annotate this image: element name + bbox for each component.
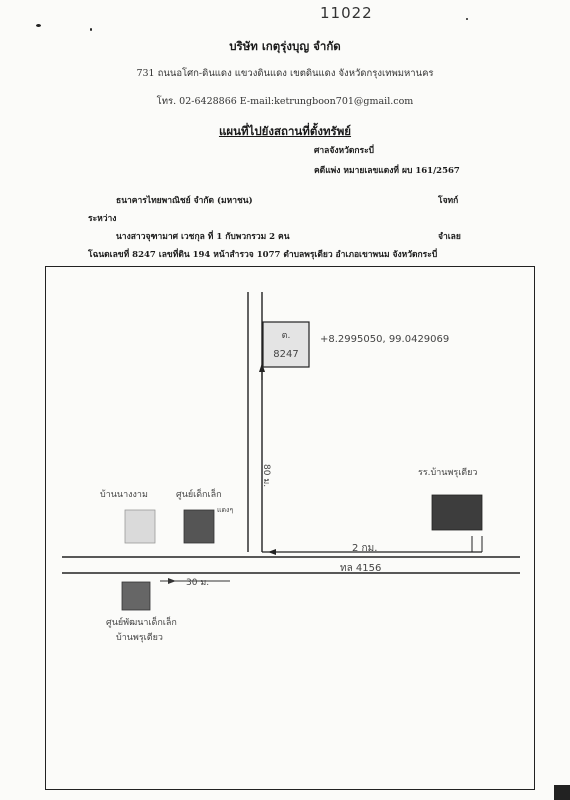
landmark-left-1-label: บ้านนางงาม bbox=[100, 490, 148, 500]
between-label: ระหว่าง bbox=[88, 214, 117, 224]
landmark-building-dark bbox=[184, 510, 214, 543]
secondary-road-label: 2 กม. bbox=[352, 543, 378, 554]
highway-label: ทล 4156 bbox=[340, 563, 382, 574]
school-label: รร.บ้านพรุเตียว bbox=[418, 468, 478, 478]
bottom-landmark-label-1: ศูนย์พัฒนาเด็กเล็ก bbox=[106, 618, 177, 628]
defendant-role: จำเลย bbox=[438, 232, 461, 242]
landmark-left-2-label: ศูนย์เด็กเล็ก bbox=[176, 490, 222, 500]
case-number: คดีแพ่ง หมายเลขแดงที่ ผบ 161/2567 bbox=[314, 166, 460, 176]
handwritten-number: 11022 bbox=[320, 4, 373, 22]
landmark-bottom-building bbox=[122, 582, 150, 610]
deed-details: โฉนดเลขที่ 8247 เลขที่ดิน 194 หน้าสำรวจ 1077 ตำบลพรุเตียว อำเภอเขาพนม จังหวัดกระบี่ bbox=[88, 250, 438, 260]
plaintiff-name: ธนาคารไทยพาณิชย์ จำกัด (มหาชน) bbox=[116, 196, 253, 206]
company-contact: โทร. 02-6428866 E-mail:ketrungboon701@gmail.com bbox=[156, 96, 414, 107]
parcel-label-number: 8247 bbox=[273, 349, 299, 360]
plaintiff-role: โจทก์ bbox=[438, 196, 459, 206]
parcel-label-top: ต. bbox=[281, 331, 291, 341]
landmark-building-light bbox=[125, 510, 155, 543]
parcel-8247 bbox=[263, 322, 309, 367]
court-name: ศาลจังหวัดกระบี่ bbox=[314, 146, 375, 156]
west-arrow-icon bbox=[268, 549, 276, 555]
vertical-road-label: 80 ม. bbox=[261, 464, 271, 488]
document-title: แผนที่ไปยังสถานที่ตั้งทรัพย์ bbox=[218, 124, 352, 138]
bottom-landmark-label-2: บ้านพรุเตียว bbox=[116, 633, 163, 643]
landmark-school-building bbox=[432, 495, 482, 530]
company-address: 731 ถนนอโศก-ดินแดง แขวงดินแดง เขตดินแดง จังหวัดกรุงเทพมหานคร bbox=[136, 68, 434, 79]
landmark-left-2-sublabel: แดงๆ bbox=[217, 506, 234, 514]
distance-label: 30 ม. bbox=[186, 578, 210, 588]
coordinates-label: +8.2995050, 99.0429069 bbox=[320, 334, 450, 345]
defendant-name: นางสาวจุฑามาศ เวชกุล ที่ 1 กับพวกรวม 2 คน bbox=[116, 232, 290, 242]
company-name: บริษัท เกตุรุ่งบุญ จำกัด bbox=[229, 39, 341, 53]
